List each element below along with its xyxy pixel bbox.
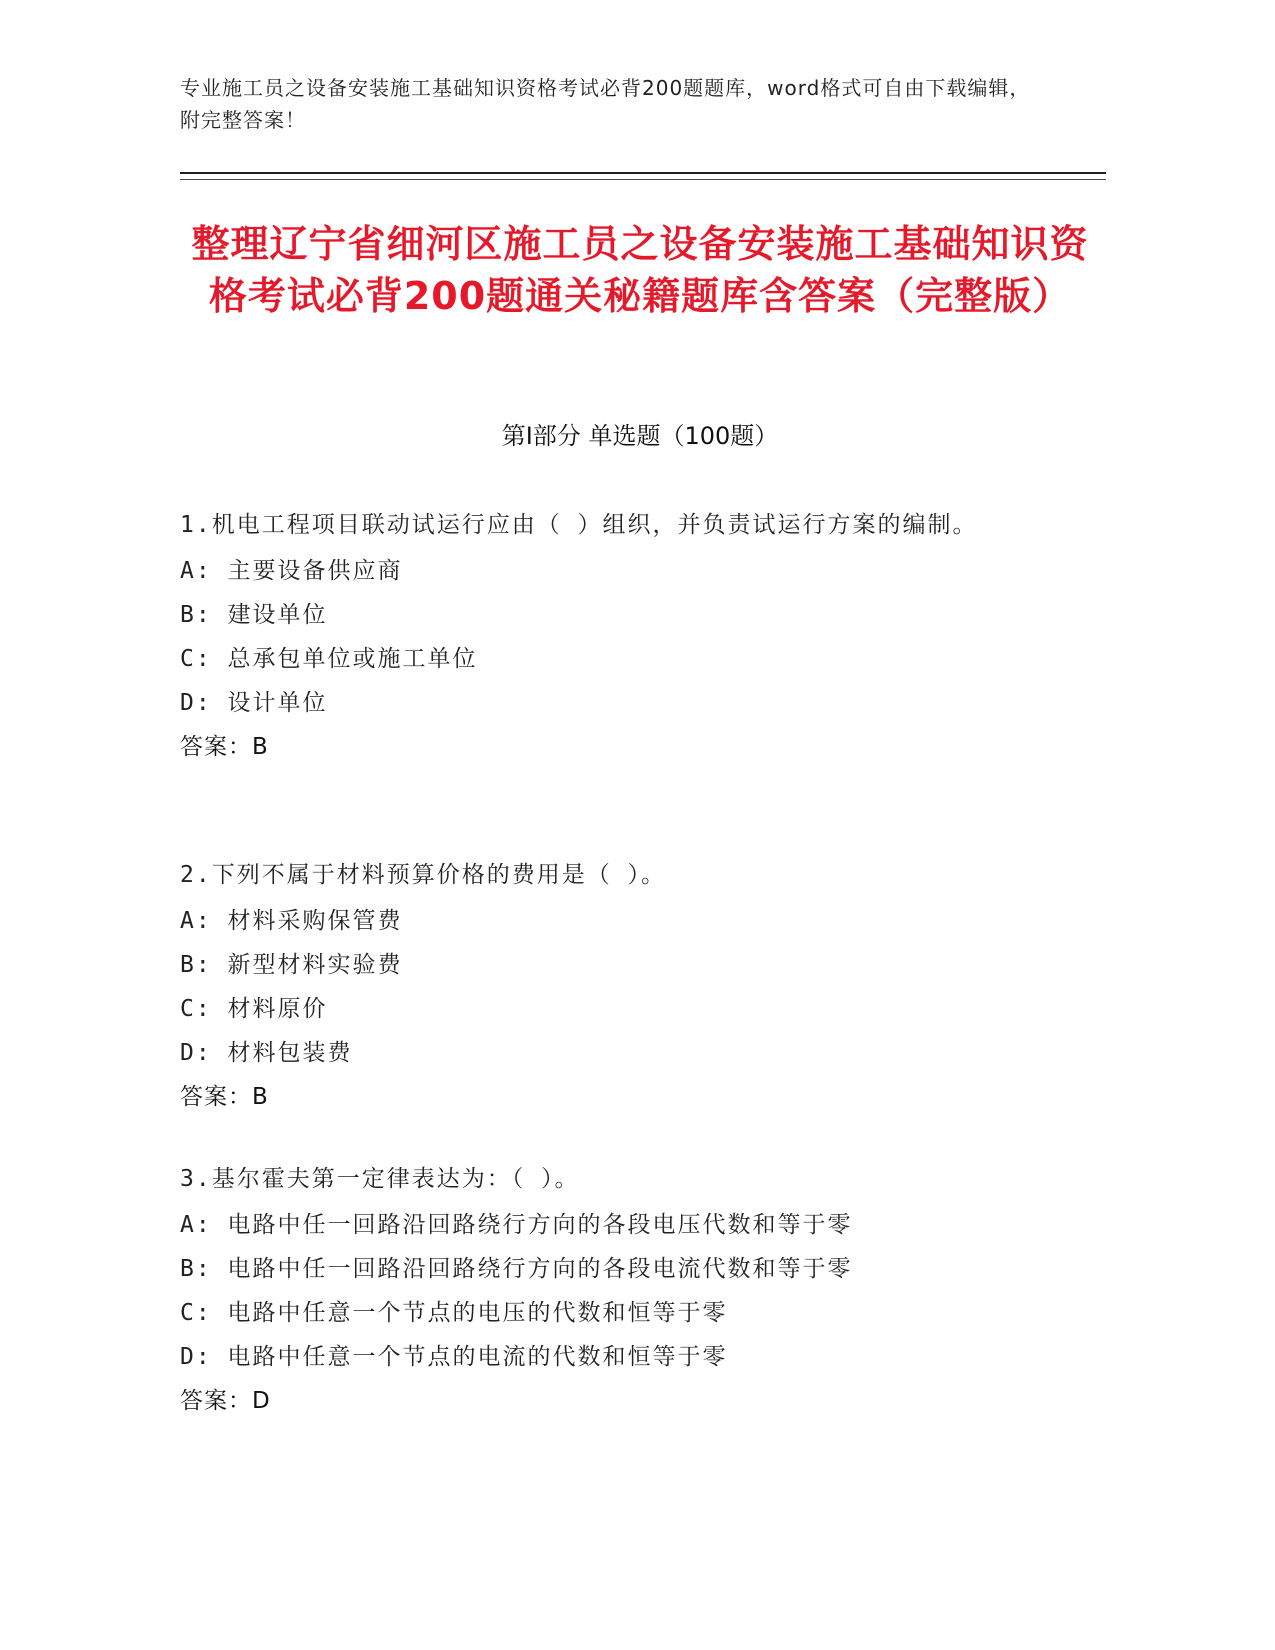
- option-b: B: 新型材料实验费: [180, 952, 403, 978]
- option-a: A: 电路中任一回路沿回路绕行方向的各段电压代数和等于零: [180, 1212, 853, 1238]
- document-title: 整理辽宁省细河区施工员之设备安装施工基础知识资格考试必背200题通关秘籍题库含答案（完整版）: [191, 222, 1089, 318]
- answer-label: 答案：B: [180, 734, 269, 760]
- answer-label: 答案：B: [180, 1084, 269, 1110]
- option-d: D: 设计单位: [180, 690, 328, 716]
- question-2: [180, 852, 1040, 1119]
- question-3: [180, 1156, 1040, 1423]
- option-a: A: 主要设备供应商: [180, 558, 403, 584]
- option-b: B: 电路中任一回路沿回路绕行方向的各段电流代数和等于零: [180, 1256, 853, 1282]
- option-b: B: 建设单位: [180, 602, 328, 628]
- option-c: C: 电路中任意一个节点的电压的代数和恒等于零: [180, 1300, 728, 1326]
- section-heading: 第Ⅰ部分 单选题（100题）: [501, 422, 779, 450]
- answer-label: 答案：D: [180, 1388, 271, 1414]
- question-1: [180, 502, 1040, 769]
- question-stem: 2.下列不属于材料预算价格的费用是（ ）。: [180, 862, 667, 888]
- header-note: 专业施工员之设备安装施工基础知识资格考试必背200题题库，word格式可自由下载编辑，附完整答案！: [180, 76, 1031, 132]
- question-stem: 1.机电工程项目联动试运行应由（ ）组织，并负责试运行方案的编制。: [180, 512, 978, 538]
- header-divider-thick: [180, 172, 1106, 174]
- question-stem: 3.基尔霍夫第一定律表达为：（ ）。: [180, 1166, 580, 1192]
- option-c: C: 材料原价: [180, 996, 328, 1022]
- option-d: D: 电路中任意一个节点的电流的代数和恒等于零: [180, 1344, 728, 1370]
- header-divider-thin: [180, 179, 1106, 180]
- option-a: A: 材料采购保管费: [180, 908, 403, 934]
- option-d: D: 材料包装费: [180, 1040, 353, 1066]
- option-c: C: 总承包单位或施工单位: [180, 646, 478, 672]
